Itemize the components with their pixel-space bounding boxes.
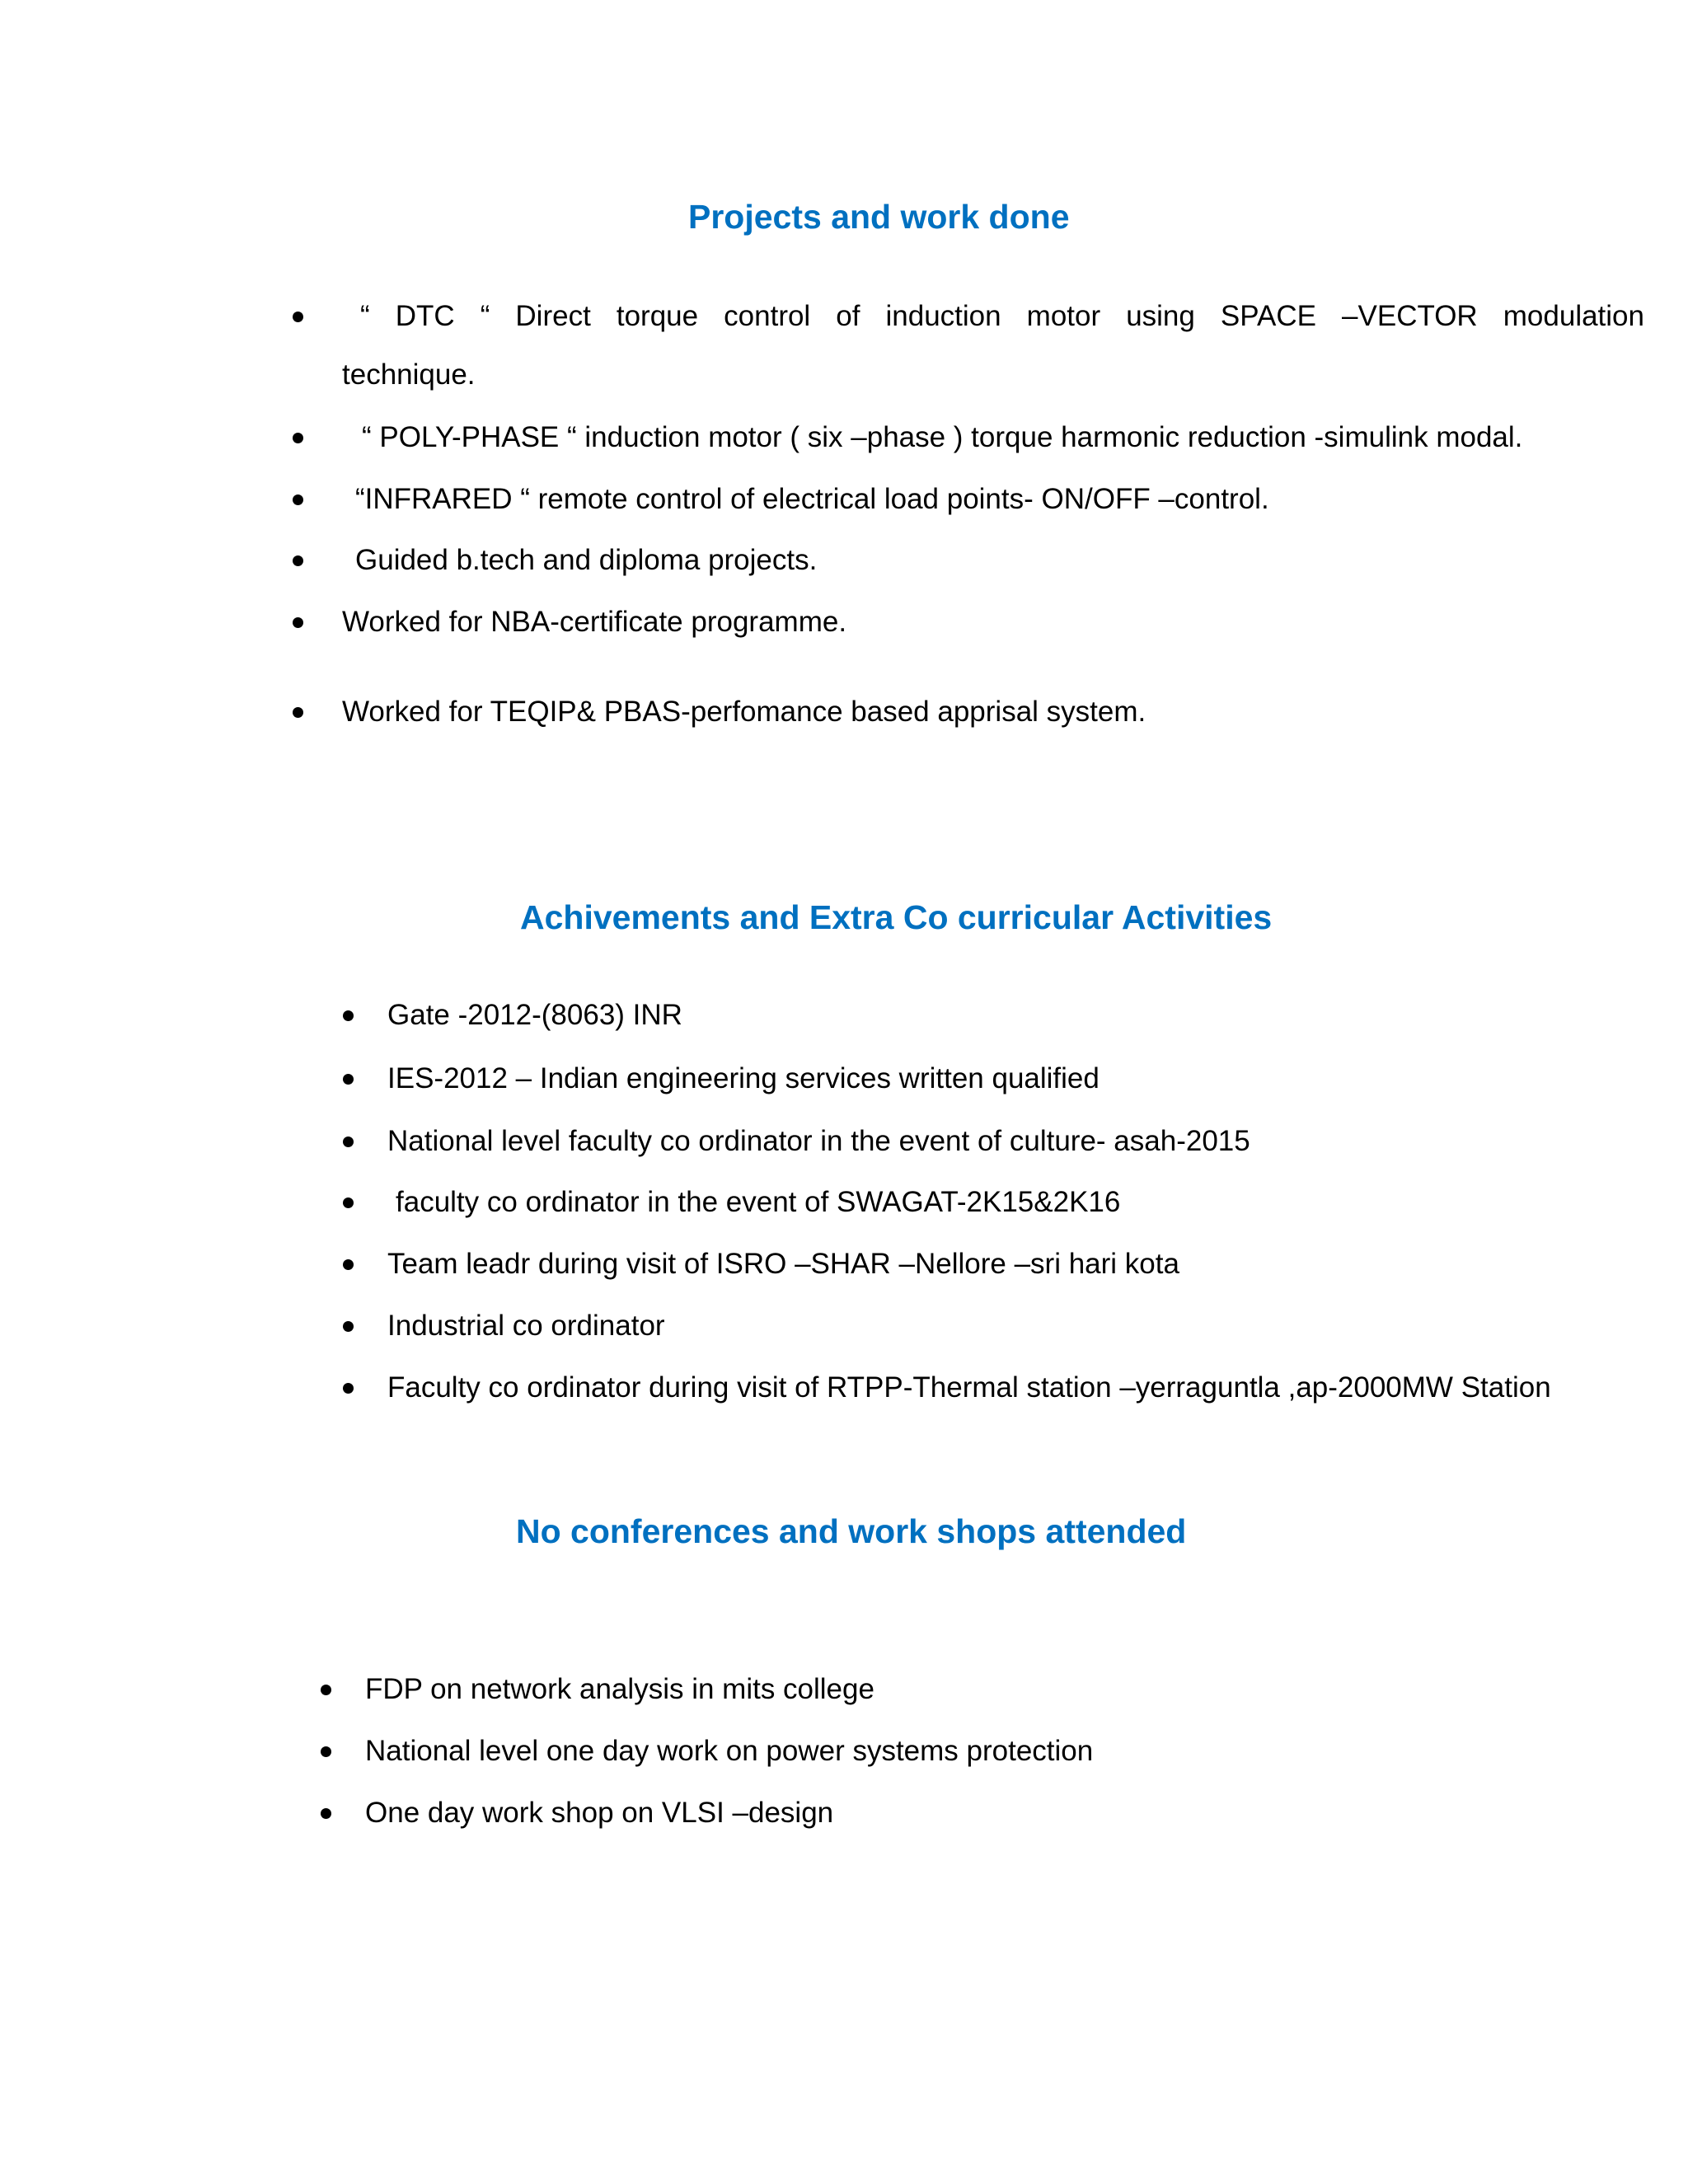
section-heading-projects: Projects and work done <box>688 198 1070 236</box>
list-item-text: “INFRARED “ remote control of electrical load points- ON/OFF –control. <box>355 483 1269 515</box>
list-item-text: National level one day work on power systems protection <box>365 1735 1094 1767</box>
list-item-text: FDP on network analysis in mits college <box>365 1673 874 1705</box>
list-item-text: Team leadr during visit of ISRO –SHAR –Nellore –sri hari kota <box>387 1248 1179 1280</box>
list-item-text: Worked for NBA-certificate programme. <box>342 606 847 638</box>
bullet-icon <box>343 1074 354 1085</box>
bullet-icon <box>293 312 303 322</box>
bullet-icon <box>293 494 303 505</box>
list-item-text: “ DTC “ Direct torque control of induction motor using SPACE –VECTOR modulation <box>360 300 1644 332</box>
bullet-icon <box>343 1321 354 1332</box>
list-item-text: Worked for TEQIP& PBAS-perfomance based apprisal system. <box>342 696 1146 728</box>
bullet-icon <box>321 1746 331 1757</box>
list-item-text: IES-2012 – Indian engineering services written qualified <box>387 1062 1100 1094</box>
bullet-icon <box>343 1383 354 1394</box>
section-heading-conferences: No conferences and work shops attended <box>516 1512 1187 1550</box>
list-item-text: One day work shop on VLSI –design <box>365 1797 834 1829</box>
list-item-text: “ POLY-PHASE “ induction motor ( six –phase ) torque harmonic reduction -simulink modal. <box>362 421 1523 453</box>
bullet-icon <box>343 1197 354 1208</box>
bullet-icon <box>293 617 303 628</box>
list-item-text: Faculty co ordinator during visit of RTPP-Thermal station –yerraguntla ,ap-2000MW Station <box>387 1371 1551 1404</box>
list-item-text: faculty co ordinator in the event of SWAGAT-2K15&2K16 <box>396 1186 1121 1218</box>
bullet-icon <box>343 1137 354 1147</box>
bullet-icon <box>293 433 303 443</box>
bullet-icon <box>343 1259 354 1270</box>
list-item-text: Industrial co ordinator <box>387 1310 665 1342</box>
list-item-text: Guided b.tech and diploma projects. <box>355 544 818 576</box>
bullet-icon <box>321 1808 331 1819</box>
section-heading-achievements: Achivements and Extra Co curricular Activities <box>520 898 1273 936</box>
list-item-text: technique. <box>342 359 476 391</box>
list-item-text: Gate -2012-(8063) INR <box>387 999 682 1031</box>
bullet-icon <box>293 707 303 718</box>
list-item-text: National level faculty co ordinator in the event of culture- asah-2015 <box>387 1125 1250 1157</box>
bullet-icon <box>321 1685 331 1695</box>
bullet-icon <box>293 555 303 566</box>
bullet-icon <box>343 1010 354 1021</box>
